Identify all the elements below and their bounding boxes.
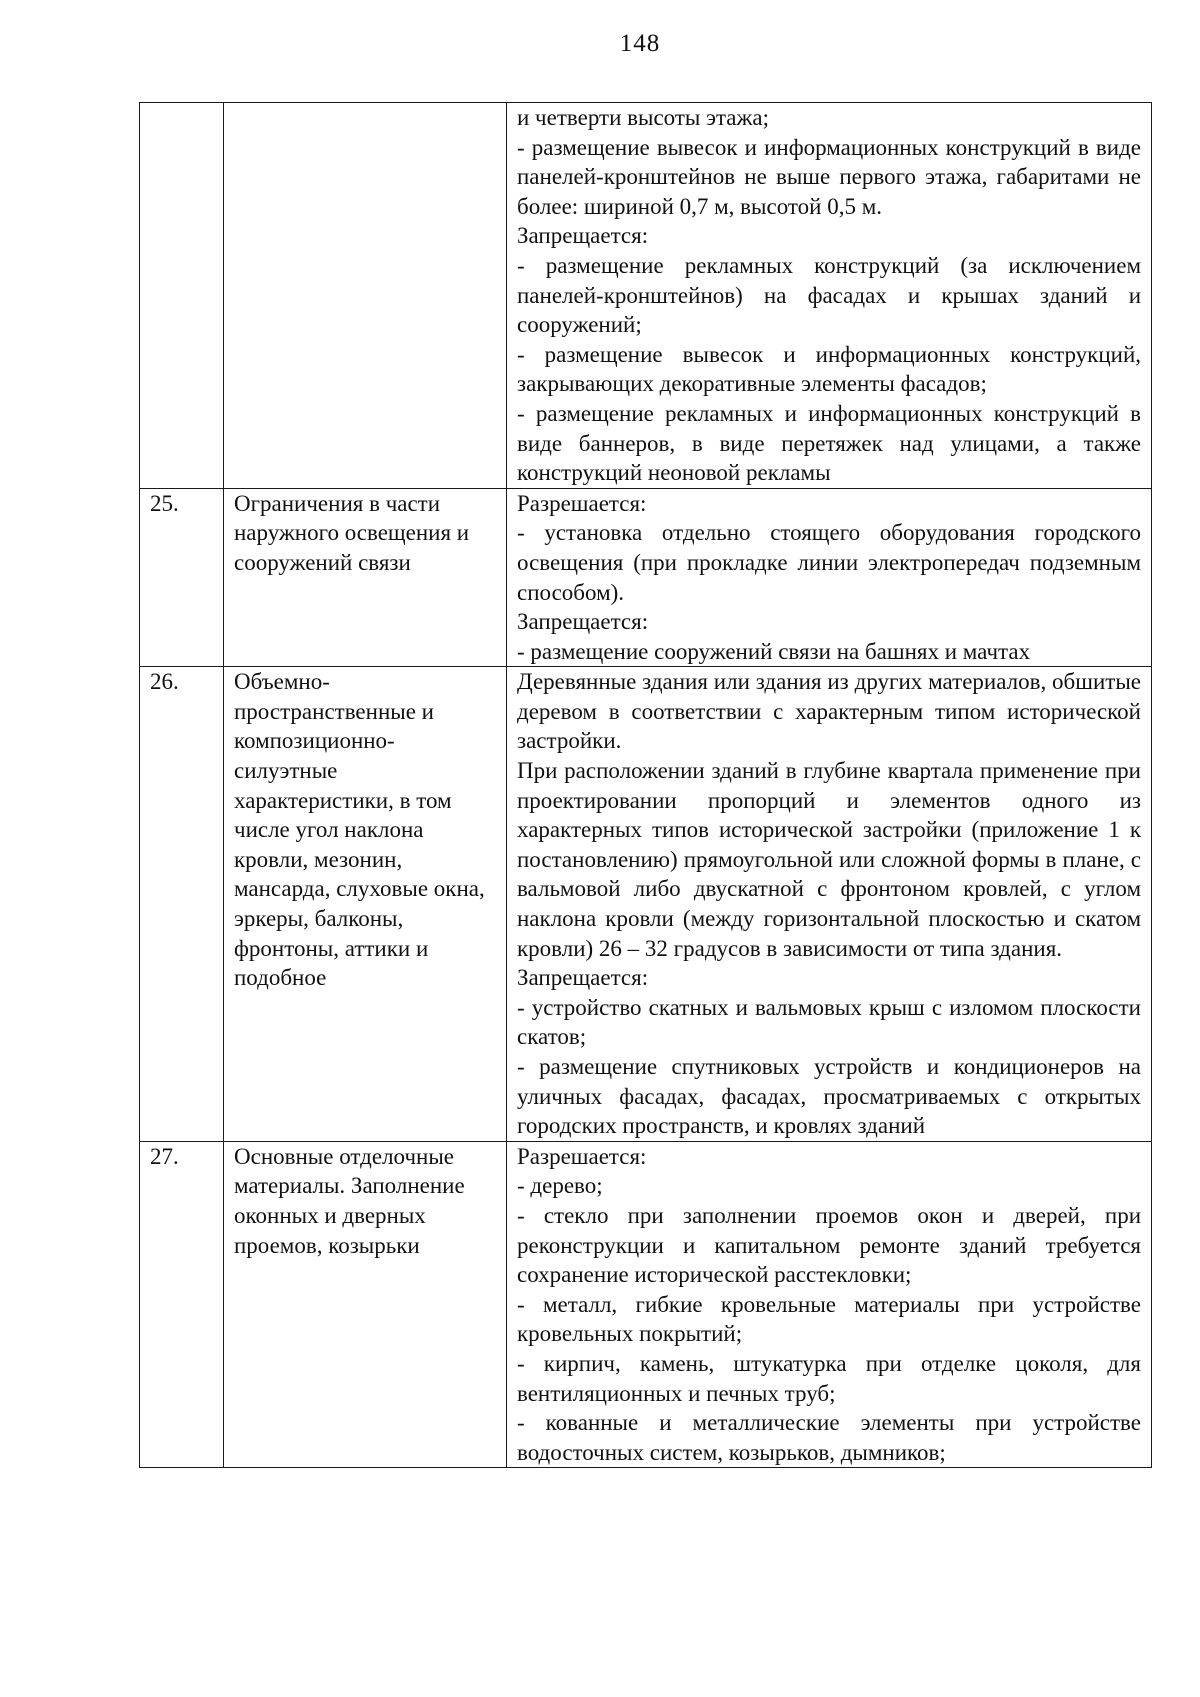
content-line: Запрещается:: [517, 223, 649, 249]
content-line: - размещение рекламных и информационных конструкций в виде баннеров, в виде перетяжек над улицами, а также конструкций неоновой рекламы: [517, 400, 1141, 486]
content-line: - кирпич, камень, штукатурка при отделке цоколя, для вентиляционных и печных труб;: [517, 1350, 1141, 1406]
row-title: Ограничения в части наружного освещения и сооружений связи: [224, 488, 507, 667]
regulations-table: [139, 102, 1152, 1468]
content-line: Запрещается:: [517, 965, 649, 991]
row-title: [224, 103, 507, 489]
row-content: [507, 667, 1152, 1142]
row-title: Основные отделочные материалы. Заполнение оконных и дверных проемов, козырьки: [224, 1141, 507, 1468]
content-line: Запрещается:: [517, 609, 649, 635]
row-number: [140, 103, 224, 489]
content-line: - установка отдельно стоящего оборудования городского освещения (при прокладке линии электропередач подземным способом).: [517, 520, 1141, 605]
content-line: - металл, гибкие кровельные материалы при устройстве кровельных покрытий;: [517, 1291, 1141, 1347]
content-line: - размещение вывесок и информационных конструкций в виде панелей-кронштейнов не выше первого этажа, габаритами не более: шириной 0,7 м, высотой 0,5 м.: [517, 134, 1141, 219]
content-line: - устройство скатных и вальмовых крыш с изломом плоскости скатов;: [517, 994, 1141, 1050]
row-number: 25.: [140, 488, 224, 667]
content-line: - размещение рекламных конструкций (за исключением панелей-кронштейнов) на фасадах и крышах зданий и сооружений;: [517, 252, 1141, 338]
content-line: Разрешается:: [517, 490, 647, 516]
content-line: Деревянные здания или здания из других материалов, обшитые деревом в соответствии с характерным типом исторической застройки.: [517, 669, 1141, 754]
table-row: [140, 103, 1152, 489]
row-content: [507, 103, 1152, 489]
row-number: 27.: [140, 1141, 224, 1468]
row-content: [507, 488, 1152, 667]
content-line: При расположении зданий в глубине квартала применение при проектировании пропорций и элементов одного из характерных типов исторической застройки (приложение 1 к постановлению) прямоугольной или сложной формы в плане, с вальмовой либо двускатной с фронтоном кровлей, с углом наклона кровли (между горизонтальной плоскостью и скатом кровли) 26 – 32 градусов в зависимости от типа здания.: [517, 758, 1141, 961]
row-number: 26.: [140, 667, 224, 1142]
table-row: [140, 1141, 1152, 1468]
content-line: - размещение вывесок и информационных конструкций, закрывающих декоративные элементы фасадов;: [517, 341, 1141, 397]
table-row: [140, 667, 1152, 1142]
page-number: 148: [619, 30, 661, 57]
content-line: - размещение сооружений связи на башнях и мачтах: [517, 638, 1031, 664]
content-line: и четверти высоты этажа;: [517, 105, 770, 130]
content-line: - размещение спутниковых устройств и кондиционеров на уличных фасадах, фасадах, просматриваемых с открытых городских пространств, и кровлях зданий: [517, 1054, 1141, 1139]
content-line: - кованные и металлические элементы при устройстве водосточных систем, козырьков, дымников;: [517, 1410, 1141, 1465]
row-title: Объемно-пространственные и композиционно-силуэтные характеристики, в том числе угол наклона кровли, мезонин, мансарда, слуховые окна, эркеры, балконы, фронтоны, аттики и подобное: [224, 667, 507, 1142]
row-content: [507, 1141, 1152, 1468]
table-row: [140, 488, 1152, 667]
content-line: - стекло при заполнении проемов окон и дверей, при реконструкции и капитальном ремонте зданий требуется сохранение исторической расстекловки;: [517, 1202, 1141, 1288]
content-line: Разрешается:: [517, 1143, 647, 1169]
content-line: - дерево;: [517, 1173, 603, 1199]
